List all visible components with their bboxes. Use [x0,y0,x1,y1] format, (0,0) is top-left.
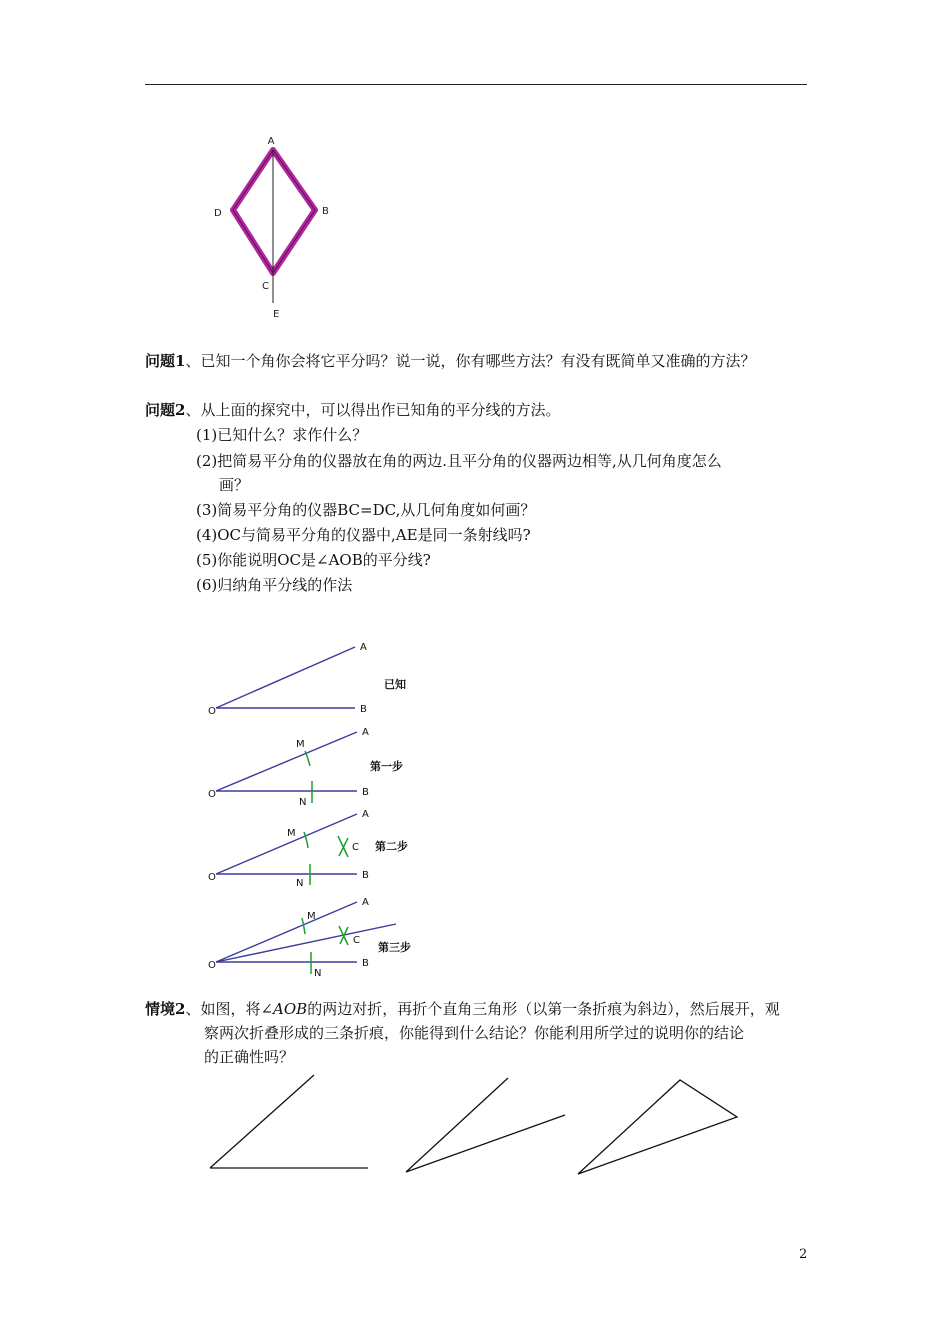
label-A: A [267,136,275,147]
question-2-item-5: (5)你能说明OC是∠AOB的平分线? [196,551,431,569]
figure-angle-bisector-instrument [205,125,335,325]
scenario-2-label: 情境2 [145,1000,186,1018]
scenario-2-line-2: 察两次折叠形成的三条折痕，你能得到什么结论？你能利用所学过的说明你的结论 [204,1024,745,1042]
s2-label-C: C [352,842,359,853]
step-label-2: 第二步 [375,840,408,853]
label-C: C [262,281,269,292]
question-2-item-2-cont: 画？ [219,476,250,494]
s0-label-O: O [208,706,216,717]
question-2-item-4: (4)OC与简易平分角的仪器中,AE是同一条射线吗? [196,526,531,544]
question-2-item-2: (2)把简易平分角的仪器放在角的两边.且平分角的仪器两边相等,从几何角度怎么 [196,452,722,470]
question-2-item-1: (1)已知什么？求作什么？ [196,426,368,444]
header-rule [145,84,807,85]
scenario-2-line-1: 情境2、如图，将∠AOB的两边对折，再折个直角三角形（以第一条折痕为斜边），然后展开，观 [145,1000,780,1018]
s2-label-B: B [362,870,369,881]
s2-label-M: M [287,828,296,839]
s0-label-A: A [360,642,367,653]
question-2-item-3: (3)简易平分角的仪器BC=DC,从几何角度如何画？ [196,501,536,519]
s2-label-A: A [362,809,369,820]
step-label-1: 第一步 [370,760,403,773]
page-number: 2 [799,1247,808,1262]
s1-label-A: A [362,727,369,738]
s1-label-B: B [362,787,369,798]
label-E: E [273,309,280,320]
s0-label-B: B [360,704,367,715]
question-1 [145,349,755,373]
s3-label-C: C [353,935,360,946]
s3-label-B: B [362,958,369,969]
question-1-label: 问题1 [145,352,186,370]
scenario-2-line-3: 的正确性吗？ [204,1048,295,1066]
s3-label-M: M [307,911,316,922]
question-2 [145,398,560,422]
s3-label-O: O [208,960,216,971]
label-D: D [214,208,222,219]
s3-label-N: N [314,968,322,979]
question-2-item-6: (6)归纳角平分线的作法 [196,576,353,594]
s1-label-M: M [296,739,305,750]
step-label-3: 第三步 [378,941,411,954]
figure-construction-steps [200,636,440,981]
step-label-0: 已知 [384,678,406,691]
question-2-text: 、从上面的探究中，可以得出作已知角的平分线的方法。 [185,401,561,419]
label-B: B [322,206,329,217]
s1-label-N: N [299,797,307,808]
question-2-label: 问题2 [145,401,186,419]
instrument-frame [233,150,315,273]
s1-label-O: O [208,789,216,800]
question-1-text: 、已知一个角你会将它平分吗？说一说，你有哪些方法？有没有既简单又准确的方法？ [185,352,756,370]
angle-AOB: ∠AOB [260,1000,308,1018]
s2-label-O: O [208,872,216,883]
figure-folding [200,1068,745,1178]
s3-label-A: A [362,897,369,908]
s2-label-N: N [296,878,304,889]
